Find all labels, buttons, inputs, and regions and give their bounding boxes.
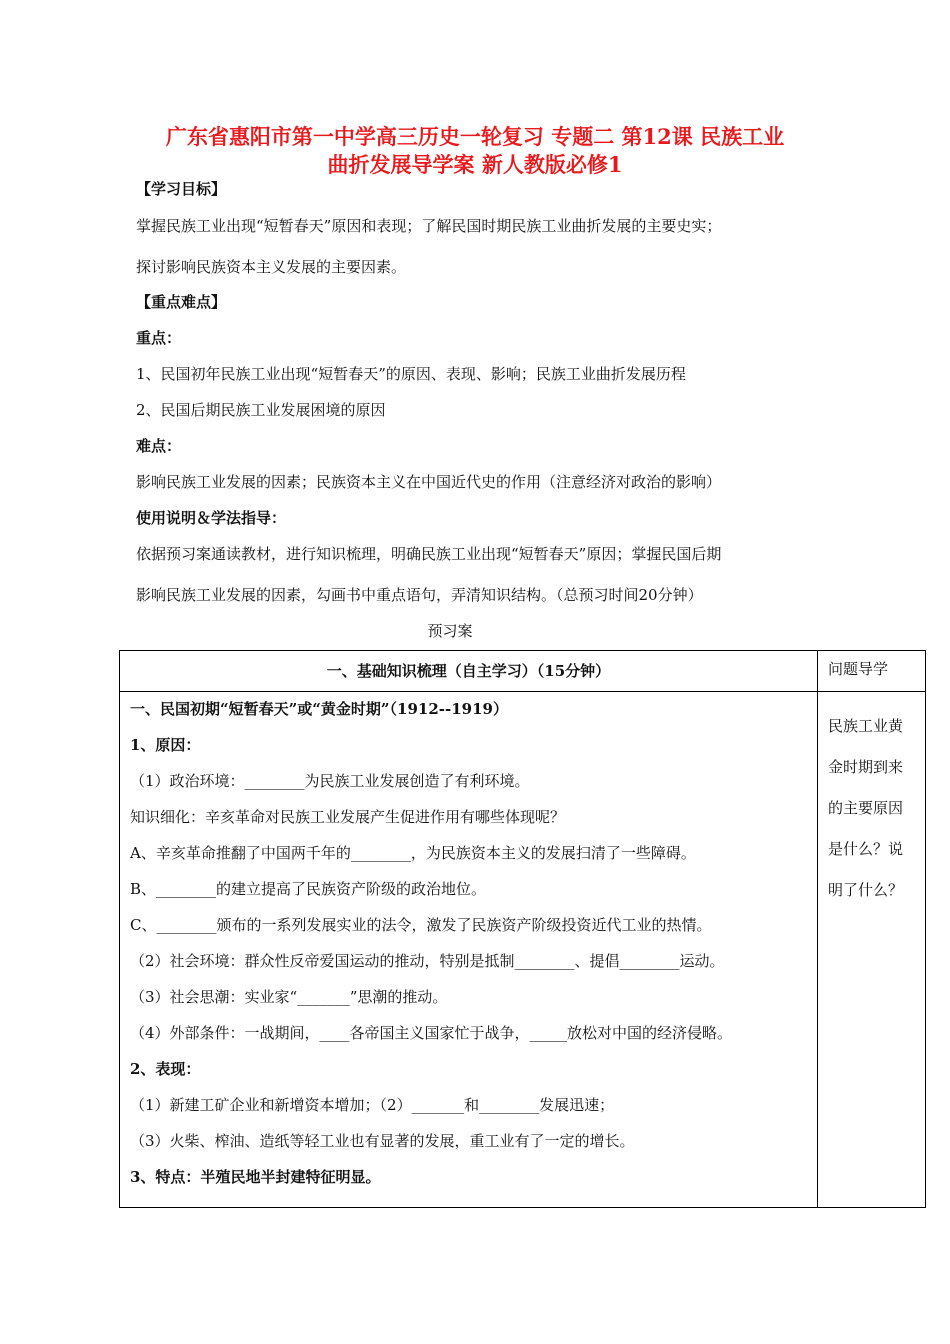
usage-label: 使用说明＆学法指导： [136, 509, 287, 527]
key-heading: 【重点难点】 [136, 293, 227, 311]
list-item: （3）社会思潮：实业家“_______”思潮的推动。 [130, 988, 448, 1006]
key-item1: 1、民国初年民族工业出现“短暂春天”的原因、表现、影响；民族工业曲折发展历程 [136, 365, 686, 383]
key-label: 重点： [136, 329, 182, 347]
goals-line2: 探讨影响民族资本主义发展的主要因素。 [136, 258, 407, 276]
key-item2: 2、民国后期民族工业发展困境的原因 [136, 401, 386, 419]
list-item: A、辛亥革命推翻了中国两千年的________，为民族资本主义的发展扫清了一些障碍。 [130, 844, 696, 862]
difficult-text: 影响民族工业发展的因素；民族资本主义在中国近代史的作用（注意经济对政治的影响） [136, 473, 722, 491]
question-line: 的主要原因 [828, 799, 904, 817]
preview-title: 预习案 [427, 622, 473, 640]
goals-line1: 掌握民族工业出现“短暂春天”原因和表现；了解民国时期民族工业曲折发展的主要史实； [136, 217, 722, 235]
question-cell [818, 692, 926, 1208]
table-header-right [818, 651, 926, 692]
list-item: （3）火柴、榨油、造纸等轻工业也有显著的发展，重工业有了一定的增长。 [130, 1132, 635, 1150]
list-item: （4）外部条件：一战期间，____各帝国主义国家忙于战争，_____放松对中国的经济侵略。 [130, 1024, 733, 1042]
table-header-left [120, 651, 818, 692]
difficult-label: 难点： [136, 437, 182, 455]
performance-heading: 2、表现： [130, 1060, 201, 1078]
feature-heading: 3、特点：半殖民地半封建特征明显。 [130, 1168, 381, 1186]
reason-heading: 1、原因： [130, 736, 201, 754]
list-item: （1）政治环境：________为民族工业发展创造了有利环境。 [130, 772, 530, 790]
header-left-text: 一、基础知识梳理（自主学习）（15分钟） [326, 662, 611, 680]
list-item: （1）新建工矿企业和新增资本增加；（2）_______和________发展迅速； [130, 1096, 615, 1114]
question-text [818, 692, 925, 911]
feature-line [130, 1166, 380, 1187]
usage-line2: 影响民族工业发展的因素，勾画书中重点语句，弄清知识结构。（总预习时间20分钟） [136, 586, 703, 604]
list-item: 知识细化：辛亥革命对民族工业发展产生促进作用有哪些体现呢？ [130, 808, 566, 826]
question-line: 明了什么？ [828, 881, 904, 899]
goals-heading: 【学习目标】 [136, 180, 227, 198]
question-line: 金时期到来 [828, 758, 904, 776]
question-line: 是什么？说 [828, 840, 904, 858]
study-table [119, 650, 926, 1208]
list-item: B、________的建立提高了民族资产阶级的政治地位。 [130, 880, 487, 898]
list-item: C、________颁布的一系列发展实业的法令，激发了民族资产阶级投资近代工业的热情。 [130, 916, 712, 934]
doc-title-line2: 曲折发展导学案 新人教版必修1 [327, 152, 623, 177]
content-cell [120, 692, 818, 1208]
doc-title-line1: 广东省惠阳市第一中学高三历史一轮复习 专题二 第12课 民族工业 [165, 124, 785, 149]
header-right-text: 问题导学 [828, 660, 889, 678]
section-title: 一、民国初期“短暂春天”或“黄金时期”（1912--1919） [130, 700, 508, 718]
list-item: （2）社会环境：群众性反帝爱国运动的推动，特别是抵制________、提倡________运动。 [130, 952, 725, 970]
usage-line1: 依据预习案通读教材，进行知识梳理，明确民族工业出现“短暂春天”原因；掌握民国后期 [136, 545, 722, 563]
question-line: 民族工业黄 [828, 717, 904, 735]
